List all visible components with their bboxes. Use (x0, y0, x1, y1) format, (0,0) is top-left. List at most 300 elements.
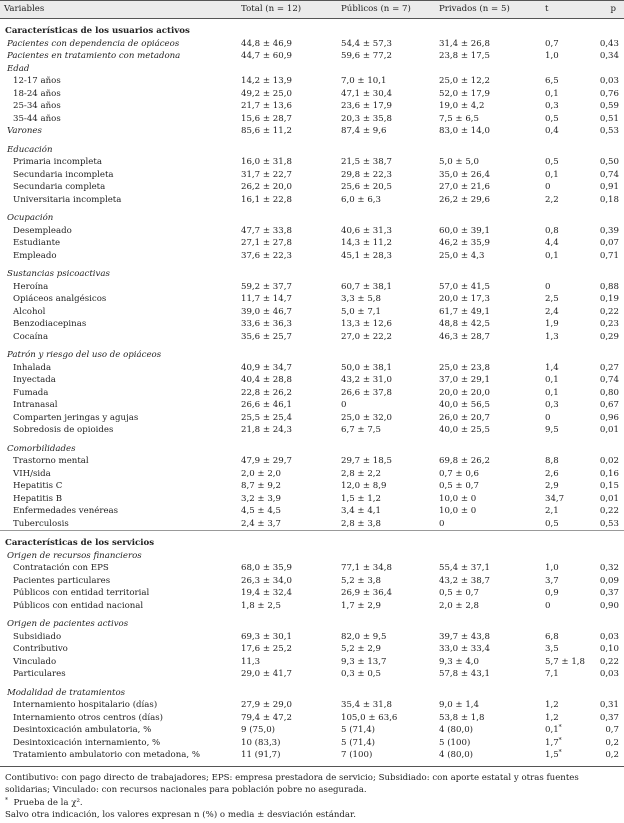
cell-p-value: 0,18 (599, 194, 619, 205)
cell-t (541, 331, 592, 344)
cell-p-value: 0,96 (599, 412, 619, 423)
cell-publicos (337, 331, 435, 344)
cell-t-value: 6,8 (545, 631, 559, 642)
cell-publicos (337, 480, 435, 493)
cell-p (592, 699, 624, 712)
cell-p (592, 668, 624, 681)
cell-total (237, 562, 337, 575)
cell-p-value: 0,07 (599, 238, 619, 248)
cell-publicos-value: 1,5 ± 1,2 (341, 493, 381, 504)
cell-total (237, 38, 337, 51)
row-label: Inyectada (13, 375, 56, 385)
cell-t-value: 0,3 (545, 400, 559, 410)
cell-publicos-value: 3,3 ± 5,8 (341, 294, 381, 304)
cell-total-value: 44,8 ± 46,9 (241, 38, 292, 49)
row-label: Pacientes particulares (13, 575, 111, 586)
cell-p (592, 518, 624, 531)
table-row (0, 88, 624, 101)
table-row (0, 374, 624, 387)
cell-publicos (337, 668, 435, 681)
cell-total-value: 9 (75,0) (241, 725, 276, 735)
cell-t (541, 562, 592, 575)
cell-t (541, 737, 592, 750)
cell-publicos (337, 399, 435, 412)
cell-total (237, 505, 337, 518)
row-label: Educación (7, 144, 53, 155)
cell-privados (435, 455, 541, 468)
cell-p (592, 250, 624, 263)
cell-publicos-value: 9,3 ± 13,7 (341, 656, 387, 667)
cell-total-value: 27,9 ± 29,0 (241, 700, 292, 710)
cell-p-value: 0,22 (599, 506, 619, 516)
cell-privados (435, 518, 541, 531)
cell-publicos (337, 387, 435, 400)
row-label: Empleado (13, 250, 57, 261)
row-label: Ocupación (7, 213, 54, 223)
cell-publicos (337, 724, 435, 737)
cell-p-value: 0,31 (599, 700, 619, 710)
cell-privados-value: 4 (80,0) (439, 750, 474, 760)
cell-t (541, 699, 592, 712)
cell-publicos-value: 6,0 ± 6,3 (341, 194, 381, 205)
row-label: Características de los servicios (0, 531, 624, 550)
cell-total (237, 724, 337, 737)
table-row (0, 194, 624, 207)
cell-t-value: 0,1 (545, 725, 559, 735)
cell-privados-value: 55,4 ± 37,1 (439, 563, 490, 573)
table-row (0, 237, 624, 250)
cell-privados-value: 20,0 ± 17,3 (439, 294, 490, 304)
cell-privados (435, 250, 541, 263)
cell-publicos-value: 5,2 ± 3,8 (341, 575, 381, 586)
header-publicos: Públicos (n = 7) (337, 1, 435, 19)
cell-total-value: 11,3 (241, 656, 261, 667)
cell-privados (435, 169, 541, 182)
cell-p-value: 0,01 (599, 493, 619, 504)
cell-total-value: 11,7 ± 14,7 (241, 294, 292, 304)
cell-publicos-value: 45,1 ± 28,3 (341, 250, 392, 261)
cell-privados (435, 600, 541, 613)
footnote-star-text: Prueba de la χ². (13, 797, 83, 808)
table-row (0, 668, 624, 681)
cell-total (237, 480, 337, 493)
row-label: Opiáceos analgésicos (13, 294, 107, 304)
cell-t (541, 362, 592, 375)
cell-t-value: 3,7 (545, 575, 559, 586)
group-heading (0, 437, 624, 456)
cell-total-value: 37,6 ± 22,3 (241, 250, 292, 261)
row-label: 25-34 años (13, 101, 61, 111)
cell-privados-value: 46,2 ± 35,9 (439, 238, 490, 248)
table-row (0, 281, 624, 294)
table-row (0, 306, 624, 319)
cell-t (541, 281, 592, 294)
cell-p (592, 100, 624, 113)
cell-total-value: 26,3 ± 34,0 (241, 575, 292, 586)
cell-t-value: 2,9 (545, 481, 559, 491)
cell-publicos-value: 29,8 ± 22,3 (341, 169, 392, 180)
cell-privados (435, 306, 541, 319)
row-label: 18-24 años (13, 88, 61, 99)
cell-total (237, 656, 337, 669)
table-row (0, 562, 624, 575)
cell-p-value: 0,16 (599, 468, 619, 479)
cell-privados-value: 61,7 ± 49,1 (439, 306, 490, 317)
header-variables: Variables (0, 1, 237, 19)
cell-total-value: 1,8 ± 2,5 (241, 600, 281, 611)
cell-total-value: 47,7 ± 33,8 (241, 225, 292, 236)
cell-publicos (337, 169, 435, 182)
cell-publicos-value: 6,7 ± 7,5 (341, 425, 381, 435)
cell-total-value: 79,4 ± 47,2 (241, 712, 292, 723)
cell-t-value: 2,2 (545, 194, 559, 205)
cell-t (541, 518, 592, 531)
cell-total (237, 643, 337, 656)
cell-t-value: 1,9 (545, 319, 559, 329)
cell-publicos (337, 100, 435, 113)
footnote-chi-square (5, 797, 619, 810)
cell-p-value: 0,51 (599, 113, 619, 124)
cell-p-value: 0,19 (599, 294, 619, 304)
cell-p (592, 293, 624, 306)
cell-publicos-value: 27,0 ± 22,2 (341, 331, 392, 342)
cell-privados (435, 724, 541, 737)
cell-total-value: 2,4 ± 3,7 (241, 518, 281, 529)
row-label: Desintoxicación internamiento, % (13, 737, 161, 748)
cell-total-value: 17,6 ± 25,2 (241, 644, 292, 654)
group-heading (0, 343, 624, 362)
cell-publicos-value: 5 (71,4) (341, 725, 376, 735)
cell-total (237, 468, 337, 481)
row-label: Hepatitis C (13, 481, 63, 491)
cell-total (237, 50, 337, 63)
cell-p-value: 0,71 (599, 250, 619, 261)
row-label: Primaria incompleta (13, 157, 102, 167)
cell-total-value: 10 (83,3) (241, 737, 281, 748)
cell-p (592, 306, 624, 319)
row-label: Vinculado (13, 656, 57, 667)
cell-publicos (337, 237, 435, 250)
cell-total (237, 712, 337, 725)
cell-privados-value: 10,0 ± 0 (439, 493, 477, 504)
cell-p-value: 0,90 (599, 600, 619, 611)
cell-total (237, 169, 337, 182)
cell-p (592, 318, 624, 331)
cell-total-value: 21,7 ± 13,6 (241, 101, 292, 111)
cell-total-value: 21,8 ± 24,3 (241, 425, 292, 435)
cell-t (541, 374, 592, 387)
cell-t-value: 0,4 (545, 126, 559, 136)
cell-total-value: 29,0 ± 41,7 (241, 669, 292, 679)
cell-privados-value: 0 (439, 518, 445, 529)
cell-publicos-value: 7 (100) (341, 750, 373, 760)
row-label: Universitaria incompleta (13, 194, 122, 205)
cell-publicos-value: 47,1 ± 30,4 (341, 88, 392, 99)
cell-privados-value: 40,0 ± 56,5 (439, 400, 490, 410)
row-label: Fumada (13, 387, 49, 398)
cell-total-value: 19,4 ± 32,4 (241, 588, 292, 598)
table-row (0, 169, 624, 182)
cell-privados-value: 26,2 ± 29,6 (439, 194, 490, 205)
section-heading (0, 19, 624, 38)
table-row (0, 468, 624, 481)
cell-t-value: 0,5 (545, 157, 559, 167)
cell-t (541, 225, 592, 238)
cell-t (541, 100, 592, 113)
table-row (0, 737, 624, 750)
cell-t (541, 668, 592, 681)
cell-t (541, 88, 592, 101)
cell-publicos (337, 493, 435, 506)
cell-p-value: 0,01 (599, 425, 619, 435)
cell-publicos-value: 25,0 ± 32,0 (341, 412, 392, 423)
cell-publicos (337, 113, 435, 126)
cell-publicos (337, 250, 435, 263)
row-label: VIH/sida (13, 468, 51, 479)
cell-total (237, 281, 337, 294)
table-row (0, 293, 624, 306)
cell-total (237, 194, 337, 207)
table-row (0, 724, 624, 737)
cell-total-value: 47,9 ± 29,7 (241, 456, 292, 466)
cell-privados (435, 181, 541, 194)
cell-t (541, 455, 592, 468)
cell-publicos (337, 374, 435, 387)
cell-total (237, 318, 337, 331)
cell-publicos (337, 424, 435, 437)
table-row (0, 181, 624, 194)
cell-total (237, 668, 337, 681)
cell-t-value: 34,7 (545, 493, 565, 504)
cell-publicos-value: 82,0 ± 9,5 (341, 631, 387, 642)
cell-privados-value: 20,0 ± 20,0 (439, 387, 490, 398)
cell-privados-value: 5 (100) (439, 737, 471, 748)
cell-t (541, 387, 592, 400)
cell-t-value: 1,2 (545, 700, 559, 710)
cell-total-value: 85,6 ± 11,2 (241, 126, 292, 136)
cell-t-value: 0,5 (545, 113, 559, 124)
cell-total-value: 40,4 ± 28,8 (241, 375, 292, 385)
cell-p (592, 387, 624, 400)
cell-p-value: 0,34 (599, 51, 619, 61)
cell-p-value: 0,29 (599, 331, 619, 342)
cell-total (237, 181, 337, 194)
cell-t-value: 0 (545, 600, 551, 611)
cell-publicos (337, 306, 435, 319)
cell-p (592, 575, 624, 588)
cell-privados-value: 4 (80,0) (439, 725, 474, 735)
cell-publicos (337, 468, 435, 481)
cell-publicos-value: 20,3 ± 35,8 (341, 113, 392, 124)
cell-t-value: 2,1 (545, 506, 559, 516)
cell-publicos-value: 43,2 ± 31,0 (341, 375, 392, 385)
cell-total-value: 26,6 ± 46,1 (241, 400, 292, 410)
table-row (0, 399, 624, 412)
cell-t-value: 0,1 (545, 375, 559, 385)
cell-privados-value: 0,7 ± 0,6 (439, 468, 479, 479)
cell-p-value: 0,74 (599, 169, 619, 180)
table-body (0, 19, 624, 767)
cell-p (592, 455, 624, 468)
cell-t (541, 113, 592, 126)
cell-privados-value: 33,0 ± 33,4 (439, 644, 490, 654)
group-heading (0, 550, 624, 563)
cell-t (541, 575, 592, 588)
cell-p (592, 156, 624, 169)
cell-p-value: 0,7 (605, 725, 619, 735)
cell-total (237, 331, 337, 344)
table-row (0, 156, 624, 169)
cell-privados-value: 2,0 ± 2,8 (439, 600, 479, 611)
cell-t (541, 318, 592, 331)
cell-total-value: 11 (91,7) (241, 750, 281, 760)
cell-privados (435, 113, 541, 126)
cell-publicos-value: 2,8 ± 2,2 (341, 468, 381, 479)
cell-p-value: 0,15 (599, 481, 619, 491)
group-heading (0, 681, 624, 700)
cell-privados (435, 100, 541, 113)
cell-t-value: 2,4 (545, 306, 559, 317)
cell-p (592, 643, 624, 656)
row-label: Trastorno mental (13, 456, 89, 466)
cell-total-value: 33,6 ± 36,3 (241, 319, 292, 329)
cell-p (592, 88, 624, 101)
table-row (0, 412, 624, 425)
cell-p (592, 587, 624, 600)
table-row (0, 100, 624, 113)
table-row (0, 250, 624, 263)
cell-privados-value: 25,0 ± 23,8 (439, 362, 490, 373)
table-row (0, 656, 624, 669)
cell-privados (435, 293, 541, 306)
cell-privados-value: 83,0 ± 14,0 (439, 126, 490, 136)
cell-p-value: 0,37 (599, 712, 619, 723)
cell-total (237, 631, 337, 644)
cell-p-value: 0,23 (599, 319, 619, 329)
table-row (0, 455, 624, 468)
cell-p (592, 749, 624, 766)
group-heading (0, 63, 624, 76)
cell-p-value: 0,50 (599, 157, 619, 167)
cell-t-value: 5,7 ± 1,8 (545, 656, 585, 667)
row-label: Enfermedades venéreas (13, 506, 119, 516)
cell-publicos (337, 318, 435, 331)
cell-publicos-value: 35,4 ± 31,8 (341, 700, 392, 710)
cell-total (237, 699, 337, 712)
cell-privados (435, 562, 541, 575)
cell-privados-value: 9,3 ± 4,0 (439, 656, 479, 667)
table-row (0, 387, 624, 400)
cell-p (592, 424, 624, 437)
cell-privados (435, 493, 541, 506)
cell-publicos-value: 23,6 ± 17,9 (341, 101, 392, 111)
cell-publicos (337, 38, 435, 51)
cell-t (541, 600, 592, 613)
cell-t (541, 125, 592, 138)
cell-t (541, 468, 592, 481)
cell-total (237, 387, 337, 400)
cell-privados-value: 53,8 ± 1,8 (439, 712, 485, 723)
cell-privados-value: 25,0 ± 12,2 (439, 76, 490, 86)
cell-total (237, 399, 337, 412)
row-label: Origen de recursos financieros (7, 550, 142, 561)
cell-publicos-value: 26,6 ± 37,8 (341, 387, 392, 398)
cell-p (592, 331, 624, 344)
cell-t-value: 6,5 (545, 76, 559, 86)
table-header (0, 1, 624, 19)
cell-t-value: 1,0 (545, 563, 559, 573)
cell-privados-value: 37,0 ± 29,1 (439, 375, 490, 385)
cell-total-value: 27,1 ± 27,8 (241, 238, 292, 248)
row-label: Benzodiacepinas (13, 319, 87, 329)
cell-publicos (337, 505, 435, 518)
cell-publicos-value: 2,8 ± 3,8 (341, 518, 381, 529)
chi-square-mark: * (558, 736, 562, 744)
row-label: Modalidad de tratamientos (7, 687, 126, 698)
cell-total (237, 412, 337, 425)
cell-total (237, 518, 337, 531)
table-row (0, 362, 624, 375)
cell-p (592, 724, 624, 737)
cell-p-value: 0,03 (599, 76, 619, 86)
cell-privados-value: 43,2 ± 38,7 (439, 575, 490, 586)
table-row (0, 575, 624, 588)
cell-publicos (337, 455, 435, 468)
group-heading (0, 262, 624, 281)
row-label: Estudiante (13, 238, 61, 248)
cell-p-value: 0,03 (599, 631, 619, 642)
cell-total (237, 737, 337, 750)
cell-t-value: 9,5 (545, 425, 559, 435)
cell-publicos-value: 29,7 ± 18,5 (341, 456, 392, 466)
table-row (0, 113, 624, 126)
row-label: Edad (7, 63, 30, 74)
table-row (0, 38, 624, 51)
cell-t-value: 0,3 (545, 101, 559, 111)
cell-total (237, 362, 337, 375)
cell-t (541, 399, 592, 412)
cell-privados-value: 7,5 ± 6,5 (439, 113, 479, 124)
cell-t (541, 293, 592, 306)
table-row (0, 631, 624, 644)
cell-publicos-value: 0 (341, 400, 347, 410)
cell-t (541, 50, 592, 63)
cell-p (592, 656, 624, 669)
cell-privados-value: 48,8 ± 42,5 (439, 319, 490, 329)
cell-p (592, 712, 624, 725)
section-heading (0, 531, 624, 550)
cell-publicos (337, 125, 435, 138)
cell-publicos-value: 5,2 ± 2,9 (341, 644, 381, 654)
cell-privados-value: 35,0 ± 26,4 (439, 169, 490, 180)
row-label: Heroína (13, 281, 49, 292)
table-footnotes (0, 767, 624, 822)
cell-publicos-value: 60,7 ± 38,1 (341, 281, 392, 292)
cell-total (237, 293, 337, 306)
cell-privados (435, 50, 541, 63)
cell-t (541, 237, 592, 250)
cell-publicos (337, 518, 435, 531)
cell-publicos-value: 1,7 ± 2,9 (341, 600, 381, 611)
cell-privados (435, 468, 541, 481)
cell-privados (435, 505, 541, 518)
cell-p (592, 181, 624, 194)
cell-p (592, 125, 624, 138)
cell-t (541, 749, 592, 766)
cell-t-value: 0 (545, 281, 551, 292)
cell-t-value: 1,2 (545, 712, 559, 723)
cell-privados-value: 60,0 ± 39,1 (439, 225, 490, 236)
